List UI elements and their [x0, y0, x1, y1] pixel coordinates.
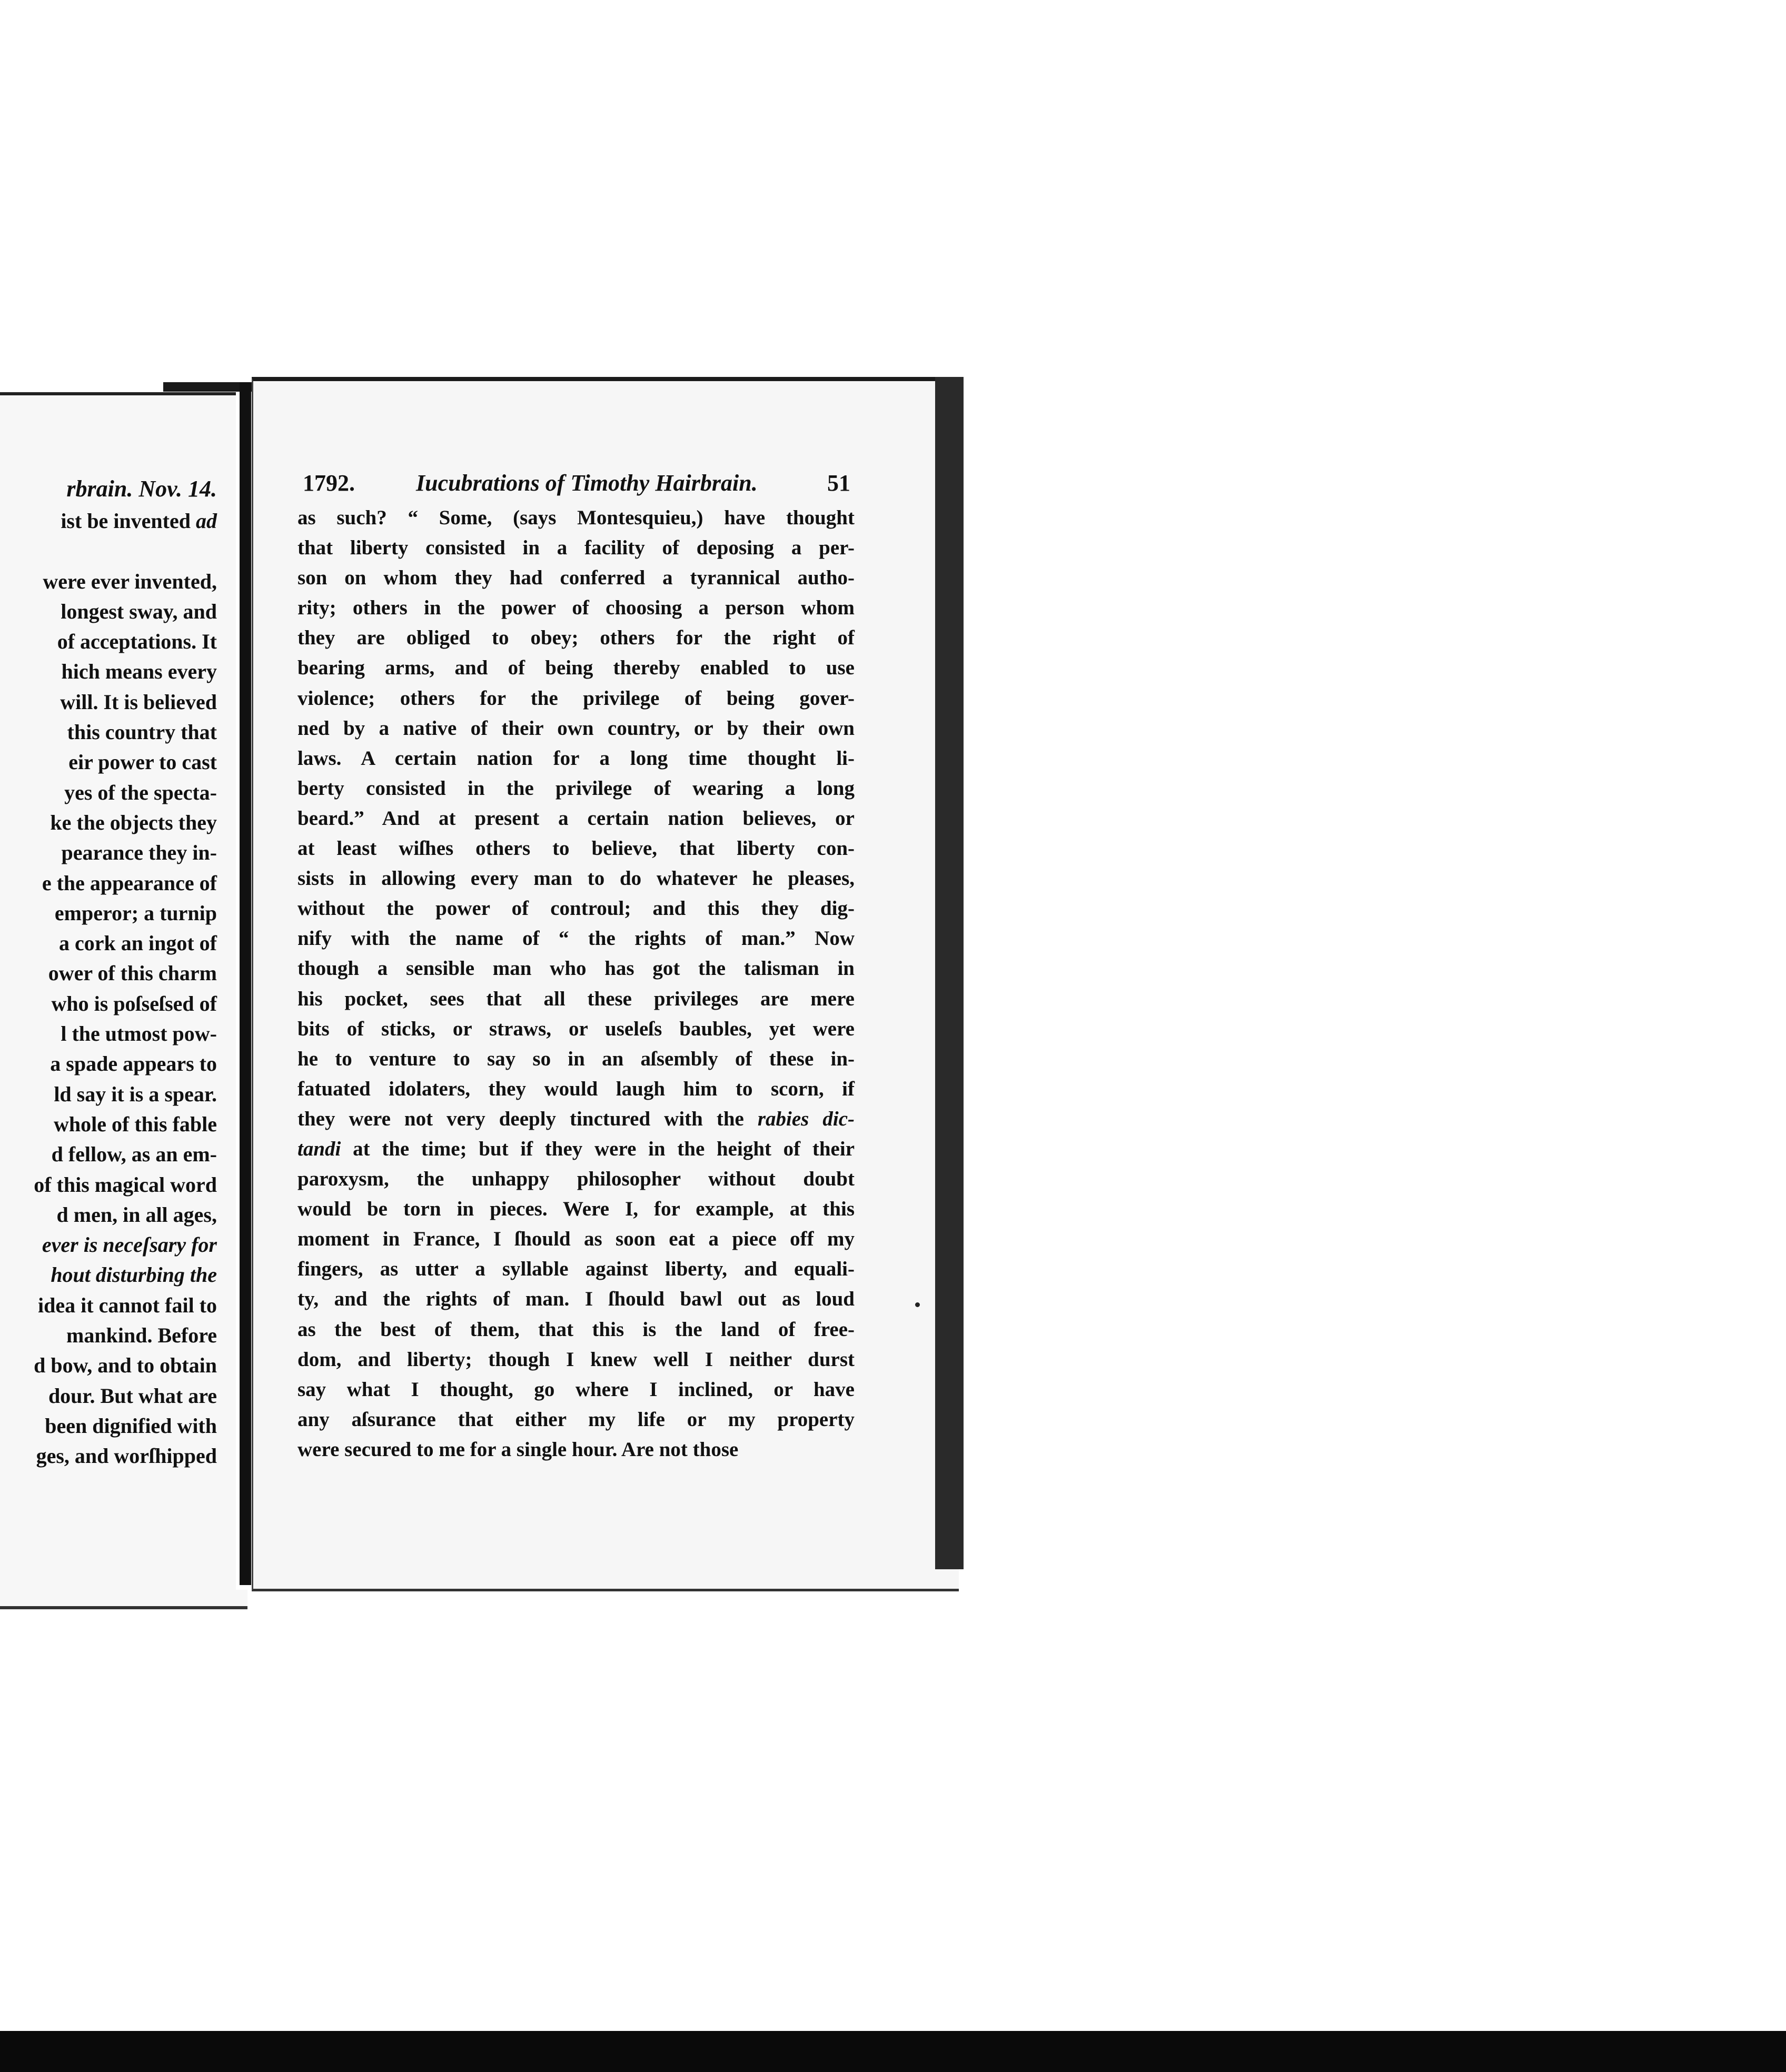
left-text-run: been dignified with — [45, 1413, 217, 1438]
scan-bottom-border — [0, 2031, 1786, 2072]
text-run: ned by a native of their own country, or by their own — [297, 716, 855, 740]
left-text-line — [34, 687, 217, 717]
text-run: any aſsurance that either my life or my property — [297, 1408, 855, 1431]
text-run: he to venture to say so in an aſsembly of these in- — [297, 1047, 855, 1070]
left-text-line — [34, 778, 217, 808]
left-text-line — [34, 1381, 217, 1411]
left-text-run: eir power to cast — [68, 750, 217, 774]
left-text-run: longest sway, and — [61, 599, 217, 623]
text-run: as such? “ Some, (says Montesquieu,) have thought — [297, 506, 855, 529]
left-text-line — [34, 838, 217, 868]
left-text-run: d bow, and to obtain — [34, 1353, 217, 1378]
text-run: at least wiſhes others to believe, that liberty con- — [297, 837, 855, 860]
text-run: that liberty consisted in a facility of deposing a per- — [297, 536, 855, 560]
left-text-line — [34, 808, 217, 838]
left-text-run: ist be invented — [61, 509, 196, 533]
text-line — [297, 1374, 855, 1404]
text-line — [297, 1284, 855, 1314]
text-line — [297, 1314, 855, 1344]
text-run: without the power of controul; and this they dig- — [297, 897, 855, 920]
left-page — [0, 392, 247, 1609]
left-text-line — [34, 1441, 217, 1471]
left-text-line — [34, 928, 217, 958]
text-run: son on whom they had conferred a tyrannical autho- — [297, 566, 855, 590]
text-line — [297, 1164, 855, 1194]
left-text-line — [34, 536, 217, 566]
left-text-line — [34, 626, 217, 656]
page-number: 51 — [827, 470, 850, 496]
text-line — [297, 923, 855, 953]
text-line — [297, 593, 855, 623]
page-edge-shadow — [935, 377, 964, 1569]
text-run: though a sensible man who has got the talisman in — [297, 957, 855, 980]
right-running-header — [303, 470, 850, 501]
left-text-run: whole of this fable — [54, 1112, 217, 1136]
left-text-line — [34, 656, 217, 686]
text-run: as the best of them, that this is the land of free- — [297, 1318, 855, 1341]
text-run: fatuated idolaters, they would laugh him to scorn, if — [297, 1077, 855, 1100]
text-run: berty consisted in the privilege of wearing a long — [297, 776, 855, 800]
text-line — [297, 503, 855, 533]
text-run: his pocket, sees that all these privileges are mere — [297, 987, 855, 1010]
text-run: at the time; but if they were in the height of their — [341, 1137, 855, 1160]
text-line — [297, 1435, 855, 1465]
left-text-run: ges, and worſhipped — [36, 1444, 217, 1468]
text-line — [297, 683, 855, 713]
text-run: ty, and the rights of man. I ſhould bawl out as loud — [297, 1288, 855, 1311]
left-text-run: a spade appears to — [50, 1052, 217, 1076]
text-run: moment in France, I ſhould as soon eat a piece off my — [297, 1228, 855, 1251]
left-text-run: who is poſseſsed of — [51, 991, 217, 1015]
italic-run: rabies dic- — [757, 1107, 855, 1130]
left-text-line — [34, 747, 217, 777]
left-text-run: ower of this charm — [48, 961, 217, 985]
text-line — [297, 1074, 855, 1104]
left-text-line — [34, 1049, 217, 1079]
text-line — [297, 1224, 855, 1254]
left-text-italic-run: ad — [196, 509, 217, 533]
text-line — [297, 953, 855, 983]
left-text-line — [34, 1260, 217, 1290]
left-text-run: d fellow, as an em- — [51, 1142, 217, 1167]
text-run: beard.” And at present a certain nation believes, or — [297, 806, 855, 830]
left-text-run: a cork an ingot of — [59, 931, 217, 955]
ink-speck — [915, 1302, 920, 1307]
text-run: nify with the name of “ the rights of man.” Now — [297, 927, 855, 950]
left-text-line — [34, 1230, 217, 1260]
text-run: violence; others for the privilege of being gover- — [297, 686, 855, 710]
left-text-run: d men, in all ages, — [56, 1202, 217, 1227]
left-text-line — [34, 958, 217, 988]
left-text-line — [34, 1139, 217, 1169]
text-line — [297, 863, 855, 893]
text-line — [297, 713, 855, 743]
text-line — [297, 533, 855, 563]
left-text-line — [34, 898, 217, 928]
text-line — [297, 563, 855, 593]
left-text-run: ke the objects they — [50, 810, 217, 834]
header-title: Iucubrations of Timothy Hairbrain. — [416, 470, 758, 496]
left-text-line — [34, 717, 217, 747]
text-run: they were not very deeply tinctured with the — [297, 1107, 758, 1130]
text-line — [297, 833, 855, 863]
text-line — [297, 893, 855, 923]
left-text-line — [34, 506, 217, 536]
text-line — [297, 1104, 855, 1134]
left-text-line — [34, 1290, 217, 1320]
text-run: rity; others in the power of choosing a person whom — [297, 596, 855, 620]
left-text-run: of acceptations. It — [57, 630, 217, 654]
left-text-line — [34, 1109, 217, 1139]
left-text-line — [34, 989, 217, 1019]
left-text-run: dour. But what are — [48, 1383, 217, 1408]
text-line — [297, 1344, 855, 1374]
left-text-run: ld say it is a spear. — [54, 1082, 217, 1106]
left-page-text — [34, 506, 217, 1471]
left-text-run: idea it cannot fail to — [38, 1293, 217, 1317]
left-text-line — [34, 566, 217, 596]
left-text-run: e the appearance of — [42, 871, 217, 895]
text-line — [297, 1134, 855, 1164]
text-run: dom, and liberty; though I knew well I neither durst — [297, 1348, 855, 1371]
text-line — [297, 743, 855, 773]
left-running-header: rbrain. Nov. 14. — [66, 476, 217, 502]
text-line — [297, 623, 855, 653]
left-text-run: this country that — [67, 720, 217, 744]
text-line — [297, 1014, 855, 1044]
text-line — [297, 653, 855, 683]
text-line — [297, 984, 855, 1014]
left-text-run: mankind. Before — [66, 1323, 217, 1348]
text-run: paroxysm, the unhappy philosopher without doubt — [297, 1168, 855, 1191]
left-text-italic-run: hout disturbing the — [51, 1263, 217, 1287]
left-text-run: emperor; a turnip — [54, 901, 217, 925]
italic-run: tandi — [297, 1137, 341, 1160]
header-year: 1792. — [303, 470, 355, 496]
text-line — [297, 803, 855, 833]
text-line — [297, 1044, 855, 1074]
left-text-line — [34, 1079, 217, 1109]
left-text-run: hich means every — [61, 660, 217, 684]
left-text-run: yes of the specta- — [64, 780, 217, 804]
left-text-line — [34, 868, 217, 898]
text-line — [297, 773, 855, 803]
text-run: were secured to me for a single hour. Are not those — [297, 1438, 739, 1461]
text-line — [297, 1404, 855, 1435]
text-run: bits of sticks, or straws, or useleſs baubles, yet were — [297, 1017, 855, 1040]
text-line — [297, 1254, 855, 1284]
spine-shadow — [240, 382, 251, 1585]
left-text-line — [34, 1320, 217, 1350]
left-text-run: were ever invented, — [43, 569, 217, 593]
text-run: say what I thought, go where I inclined, or have — [297, 1378, 855, 1401]
left-text-run: of this magical word — [34, 1172, 217, 1197]
left-text-line — [34, 596, 217, 626]
text-run: they are obliged to obey; others for the right of — [297, 626, 855, 650]
left-text-line — [34, 1411, 217, 1441]
text-run: laws. A certain nation for a long time thought li- — [297, 746, 855, 770]
left-text-line — [34, 1350, 217, 1380]
right-page-text — [297, 503, 855, 1465]
left-text-run: l the utmost pow- — [61, 1022, 217, 1046]
left-text-line — [34, 1019, 217, 1049]
left-text-line — [34, 1170, 217, 1200]
text-line — [297, 1194, 855, 1224]
left-text-italic-run: ever is neceſsary for — [42, 1233, 217, 1257]
text-run: would be torn in pieces. Were I, for example, at this — [297, 1198, 855, 1221]
left-text-line — [34, 1200, 217, 1230]
text-run: bearing arms, and of being thereby enabled to use — [297, 656, 855, 680]
text-run: fingers, as utter a syllable against liberty, and equali- — [297, 1258, 855, 1281]
text-run: sists in allowing every man to do whatever he pleases, — [297, 867, 855, 890]
left-text-run: will. It is believed — [60, 690, 217, 714]
left-text-run: pearance they in- — [61, 841, 217, 865]
